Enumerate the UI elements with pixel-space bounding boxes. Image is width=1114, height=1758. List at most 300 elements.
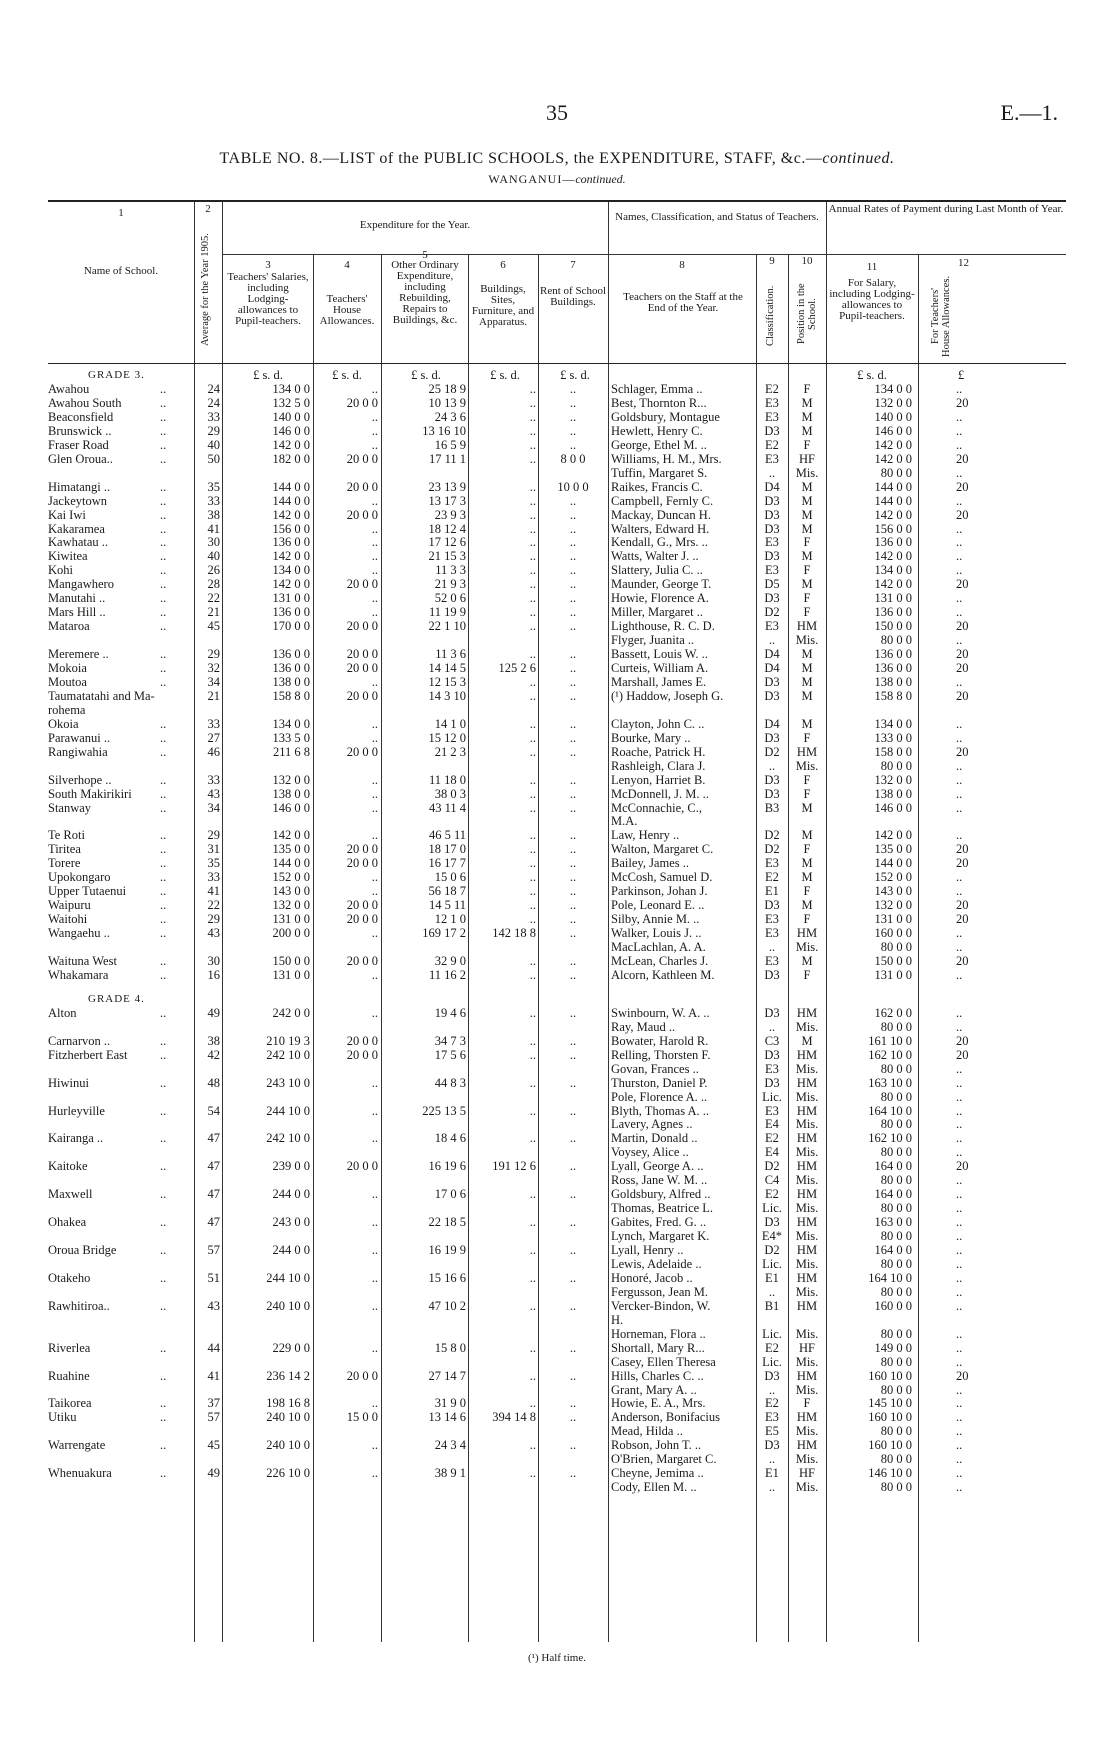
average-attendance: 32 xyxy=(207,661,220,675)
average-attendance: 33 xyxy=(207,772,220,787)
table-row xyxy=(48,633,1066,647)
teacher-name: Roache, Patrick H. xyxy=(611,744,706,759)
salaries: 152 0 0 xyxy=(272,870,310,885)
salaries: 133 5 0 xyxy=(272,730,310,745)
classification: D2 xyxy=(764,1159,780,1174)
school-name: Rawhitiroa.. xyxy=(48,1298,110,1313)
other-expenditure: 15 8 0 xyxy=(434,1340,466,1355)
house-allowances: 15 0 0 xyxy=(346,1410,378,1425)
rent: .. xyxy=(569,521,577,536)
table-row xyxy=(48,1034,1066,1048)
school-name: Warrengate xyxy=(48,1438,106,1453)
leader-dots: .. xyxy=(160,786,167,801)
position: Mis. xyxy=(795,1089,819,1104)
average-attendance: 57 xyxy=(207,1410,220,1425)
col2-number: 2 xyxy=(205,203,211,215)
units-col5: £ s. d. xyxy=(411,368,441,382)
house-allowances: 20 0 0 xyxy=(346,688,378,703)
table-row xyxy=(48,535,1066,549)
teacher-name: Bourke, Mary .. xyxy=(611,730,691,745)
salary-rate: 80 0 0 xyxy=(880,758,912,773)
house-allowance-rate: .. xyxy=(956,437,963,452)
position: Mis. xyxy=(795,1354,819,1369)
house-allowance-rate: .. xyxy=(956,1187,963,1202)
other-expenditure: 23 13 9 xyxy=(428,479,466,494)
leader-dots: .. xyxy=(160,507,167,522)
salary-rate: 142 0 0 xyxy=(874,437,912,452)
other-expenditure: 16 19 6 xyxy=(428,1159,466,1174)
house-allowances: 20 0 0 xyxy=(346,842,378,857)
classification: D3 xyxy=(764,1368,780,1383)
salary-rate: 136 0 0 xyxy=(874,647,912,661)
buildings: .. xyxy=(529,1075,536,1090)
house-allowance-rate: .. xyxy=(956,674,963,689)
salary-rate: 80 0 0 xyxy=(880,1061,912,1076)
house-allowance-rate: 20 xyxy=(956,577,969,592)
house-allowances: 20 0 0 xyxy=(346,507,378,522)
house-allowance-rate: .. xyxy=(956,1298,963,1313)
house-allowance-rate: 20 xyxy=(956,451,969,466)
salary-rate: 136 0 0 xyxy=(874,661,912,675)
house-allowance-rate: .. xyxy=(956,1061,963,1076)
rent: .. xyxy=(569,884,577,899)
buildings: .. xyxy=(529,1033,536,1048)
school-name: Stanway xyxy=(48,800,92,815)
house-allowance-rate: .. xyxy=(956,549,963,564)
other-expenditure: 10 13 9 xyxy=(428,395,466,410)
buildings: .. xyxy=(529,619,536,634)
salary-rate: 80 0 0 xyxy=(880,465,912,480)
school-name: Beaconsfield xyxy=(48,409,114,424)
teacher-name: Hewlett, Henry C. xyxy=(611,423,703,438)
salaries: 140 0 0 xyxy=(272,409,310,424)
teacher-name: Ross, Jane W. M. .. xyxy=(611,1173,708,1188)
school-name: Kohi xyxy=(48,563,73,578)
house-allowances: .. xyxy=(371,521,378,536)
salary-rate: 135 0 0 xyxy=(874,842,912,857)
rent: .. xyxy=(569,926,577,940)
rent: 8 0 0 xyxy=(560,451,586,466)
house-allowance-rate: 20 xyxy=(956,1368,969,1383)
classification: D4 xyxy=(764,661,780,675)
house-allowance-rate: .. xyxy=(956,967,963,982)
table-row xyxy=(48,856,1066,870)
salary-rate: 158 8 0 xyxy=(874,688,912,703)
buildings: .. xyxy=(529,563,536,578)
classification: E4* xyxy=(761,1229,783,1243)
salary-rate: 80 0 0 xyxy=(880,1452,912,1467)
school-name: Fitzherbert East xyxy=(48,1047,128,1062)
rent: .. xyxy=(569,1438,577,1453)
salaries: 146 0 0 xyxy=(272,423,310,438)
house-allowance-rate: .. xyxy=(956,1270,963,1285)
footnote: (¹) Half time. xyxy=(528,1652,586,1664)
leader-dots: .. xyxy=(160,772,167,787)
salary-rate: 146 0 0 xyxy=(874,800,912,815)
average-attendance: 48 xyxy=(207,1075,220,1090)
house-allowances: .. xyxy=(371,926,378,940)
position: M xyxy=(801,828,813,843)
teacher-name: Raikes, Francis C. xyxy=(611,479,703,494)
house-allowance-rate: .. xyxy=(956,409,963,424)
average-attendance: 29 xyxy=(207,912,220,927)
house-allowance-rate: 20 xyxy=(956,953,969,968)
leader-dots: .. xyxy=(160,1270,167,1285)
buildings: .. xyxy=(529,786,536,801)
position: Mis. xyxy=(795,940,819,954)
units-col12: £ xyxy=(958,368,965,382)
salary-rate: 80 0 0 xyxy=(880,1354,912,1369)
classification: B3 xyxy=(764,800,780,815)
classification: .. xyxy=(768,1019,776,1034)
salary-rate: 132 0 0 xyxy=(874,395,912,410)
average-attendance: 45 xyxy=(207,1438,220,1453)
salary-rate: 145 10 0 xyxy=(868,1396,912,1411)
position: HM xyxy=(796,1103,818,1118)
house-allowances: .. xyxy=(371,1438,378,1453)
other-expenditure: 13 14 6 xyxy=(428,1410,466,1425)
house-allowance-rate: .. xyxy=(956,1410,963,1425)
leader-dots: .. xyxy=(160,1103,167,1118)
rent: .. xyxy=(569,1410,577,1425)
rent: .. xyxy=(569,967,577,982)
house-allowances: .. xyxy=(371,591,378,606)
col6-heading: Buildings, Sites, Furniture, and Apparatus. xyxy=(471,283,535,328)
position: M xyxy=(801,647,813,661)
classification: E3 xyxy=(765,535,779,550)
average-attendance: 41 xyxy=(207,1368,220,1383)
house-allowance-rate: .. xyxy=(956,521,963,536)
house-allowance-rate: .. xyxy=(956,1019,963,1034)
teacher-name: Miller, Margaret .. xyxy=(611,605,703,620)
teacher-name: Silby, Annie M. .. xyxy=(611,912,700,927)
average-attendance: 38 xyxy=(207,507,220,522)
salaries: 240 10 0 xyxy=(266,1298,310,1313)
house-allowance-rate: .. xyxy=(956,382,963,396)
salary-rate: 142 0 0 xyxy=(874,577,912,592)
table-row xyxy=(48,382,1066,396)
rent: .. xyxy=(569,842,577,857)
average-attendance: 49 xyxy=(207,1466,220,1481)
other-expenditure: 225 13 5 xyxy=(422,1103,466,1118)
other-expenditure: 46 5 11 xyxy=(428,828,466,843)
teacher-name: Mead, Hilda .. xyxy=(611,1424,683,1439)
house-allowances: 20 0 0 xyxy=(346,577,378,592)
average-attendance: 29 xyxy=(207,647,220,661)
average-attendance: 31 xyxy=(207,842,220,857)
classification: D3 xyxy=(764,674,780,689)
teacher-name: Law, Henry .. xyxy=(611,828,680,843)
average-attendance: 40 xyxy=(207,437,220,452)
teacher-name: Alcorn, Kathleen M. xyxy=(611,967,715,982)
classification: .. xyxy=(768,1284,776,1299)
other-expenditure: 169 17 2 xyxy=(422,926,466,940)
buildings: .. xyxy=(529,856,536,871)
rent: .. xyxy=(569,409,577,424)
salary-rate: 152 0 0 xyxy=(874,870,912,885)
classification: E2 xyxy=(765,382,779,396)
position: HF xyxy=(799,451,815,466)
salary-rate: 140 0 0 xyxy=(874,409,912,424)
school-name: Mokoia xyxy=(48,661,87,675)
house-allowance-rate: .. xyxy=(956,1326,963,1341)
teacher-name: Walters, Edward H. xyxy=(611,521,710,536)
buildings: .. xyxy=(529,730,536,745)
salary-rate: 133 0 0 xyxy=(874,730,912,745)
salary-rate: 132 0 0 xyxy=(874,898,912,913)
average-attendance: 24 xyxy=(207,382,220,396)
table-row xyxy=(48,801,1066,815)
position: F xyxy=(803,884,811,899)
table-row xyxy=(48,1048,1066,1062)
buildings: 191 12 6 xyxy=(492,1159,536,1174)
other-expenditure: 14 1 0 xyxy=(434,716,466,731)
house-allowance-rate: 20 xyxy=(956,507,969,522)
leader-dots: .. xyxy=(160,856,167,871)
position: HM xyxy=(796,1005,818,1020)
table-row xyxy=(48,828,1066,842)
house-allowances: .. xyxy=(371,1131,378,1146)
school-name: Hiwinui xyxy=(48,1075,89,1090)
table-row xyxy=(48,1104,1066,1118)
classification: E3 xyxy=(765,912,779,927)
rent: .. xyxy=(569,772,577,787)
house-allowance-rate: .. xyxy=(956,1438,963,1453)
position: F xyxy=(803,535,811,550)
rent: .. xyxy=(569,1159,577,1174)
other-expenditure: 38 0 3 xyxy=(434,786,466,801)
position: M xyxy=(801,1033,813,1048)
average-attendance: 41 xyxy=(207,884,220,899)
col7-heading: Rent of School Buildings. xyxy=(540,285,606,308)
other-expenditure: 14 14 5 xyxy=(428,661,466,675)
table-header xyxy=(48,202,1066,364)
salary-rate: 138 0 0 xyxy=(874,674,912,689)
salary-rate: 80 0 0 xyxy=(880,1382,912,1397)
buildings: .. xyxy=(529,1396,536,1411)
leader-dots: .. xyxy=(160,605,167,620)
leader-dots: .. xyxy=(160,619,167,634)
col7-number: 7 xyxy=(570,259,576,271)
salaries: 243 0 0 xyxy=(272,1215,310,1230)
school-name: Silverhope .. xyxy=(48,772,112,787)
salary-rate: 163 0 0 xyxy=(874,1215,912,1230)
col9-heading: Classification. xyxy=(765,285,776,347)
teacher-name: Rashleigh, Clara J. xyxy=(611,758,706,773)
salaries: 144 0 0 xyxy=(272,856,310,871)
leader-dots: .. xyxy=(160,898,167,913)
house-allowances: .. xyxy=(371,870,378,885)
position: F xyxy=(803,591,811,606)
position: Mis. xyxy=(795,1201,819,1216)
house-allowances: 20 0 0 xyxy=(346,912,378,927)
buildings: .. xyxy=(529,1103,536,1118)
units-row xyxy=(48,368,1066,382)
house-allowance-rate: .. xyxy=(956,1201,963,1216)
rent: .. xyxy=(569,437,577,452)
leader-dots: .. xyxy=(160,1368,167,1383)
house-allowance-rate: .. xyxy=(956,1396,963,1411)
average-attendance: 54 xyxy=(207,1103,220,1118)
house-allowances: .. xyxy=(371,1298,378,1313)
position: HM xyxy=(796,926,818,940)
salary-rate: 134 0 0 xyxy=(874,382,912,396)
classification: D3 xyxy=(764,1075,780,1090)
salary-rate: 131 0 0 xyxy=(874,591,912,606)
salary-rate: 80 0 0 xyxy=(880,940,912,954)
buildings: .. xyxy=(529,870,536,885)
teacher-name: Thomas, Beatrice L. xyxy=(611,1201,714,1216)
school-name: Otakeho xyxy=(48,1270,91,1285)
buildings: .. xyxy=(529,1243,536,1257)
classification: E3 xyxy=(765,1061,779,1076)
table-row xyxy=(48,675,1066,689)
buildings: .. xyxy=(529,507,536,522)
buildings: .. xyxy=(529,800,536,815)
salary-rate: 80 0 0 xyxy=(880,1284,912,1299)
rent: .. xyxy=(569,1103,577,1118)
house-allowance-rate: .. xyxy=(956,828,963,843)
average-attendance: 45 xyxy=(207,619,220,634)
buildings: .. xyxy=(529,953,536,968)
average-attendance: 47 xyxy=(207,1159,220,1174)
col3-number: 3 xyxy=(265,259,271,271)
salary-rate: 146 10 0 xyxy=(868,1466,912,1481)
salaries: 242 10 0 xyxy=(266,1047,310,1062)
col11-number: 11 xyxy=(866,261,878,273)
position: M xyxy=(801,716,813,731)
house-allowance-rate: .. xyxy=(956,605,963,620)
school-name: Okoia xyxy=(48,716,79,731)
leader-dots: .. xyxy=(160,1410,167,1425)
classification: .. xyxy=(768,633,776,648)
position: Mis. xyxy=(795,758,819,773)
table-row xyxy=(48,1271,1066,1285)
house-allowances: .. xyxy=(371,1396,378,1411)
leader-dots: .. xyxy=(160,395,167,410)
rent: .. xyxy=(569,395,577,410)
house-allowance-rate: .. xyxy=(956,1089,963,1104)
classification: .. xyxy=(768,1382,776,1397)
classification: E5 xyxy=(765,1424,779,1439)
table-row xyxy=(48,605,1066,619)
house-allowances: 20 0 0 xyxy=(346,451,378,466)
buildings: .. xyxy=(529,1047,536,1062)
leader-dots: .. xyxy=(160,1243,167,1257)
position: HM xyxy=(796,1368,818,1383)
teacher-name: Honoré, Jacob .. xyxy=(611,1270,693,1285)
house-allowance-rate: 20 xyxy=(956,856,969,871)
rent: .. xyxy=(569,493,577,508)
col8-number: 8 xyxy=(679,259,685,271)
position: HM xyxy=(796,1159,818,1174)
table-row xyxy=(48,1131,1066,1145)
classification: E1 xyxy=(765,884,779,899)
house-allowance-rate: 20 xyxy=(956,898,969,913)
teacher-name: Goldsbury, Montague xyxy=(611,409,720,424)
teacher-name: Howie, Florence A. xyxy=(611,591,709,606)
table-row xyxy=(48,1480,1066,1494)
teacher-name: Bailey, James .. xyxy=(611,856,689,871)
position: HM xyxy=(796,1215,818,1230)
teacher-name: Campbell, Fernly C. xyxy=(611,493,714,508)
leader-dots: .. xyxy=(160,479,167,494)
units-col6: £ s. d. xyxy=(490,368,520,382)
salary-rate: 144 0 0 xyxy=(874,479,912,494)
table-row xyxy=(48,759,1066,773)
position: HM xyxy=(796,1187,818,1202)
classification: C4 xyxy=(764,1173,780,1188)
salary-rate: 158 0 0 xyxy=(874,744,912,759)
house-allowances: .. xyxy=(371,786,378,801)
salaries: 132 5 0 xyxy=(272,395,310,410)
house-allowance-rate: .. xyxy=(956,535,963,550)
grade-4-row xyxy=(48,992,1066,1006)
house-allowances: 20 0 0 xyxy=(346,953,378,968)
table-row xyxy=(48,1117,1066,1131)
other-expenditure: 32 9 0 xyxy=(434,953,466,968)
classification: E3 xyxy=(765,563,779,578)
table-row xyxy=(48,1355,1066,1369)
house-allowance-rate: .. xyxy=(956,1480,963,1495)
school-name: Kiwitea xyxy=(48,549,88,564)
classification: D2 xyxy=(764,1243,780,1257)
average-attendance: 47 xyxy=(207,1215,220,1230)
col11-heading: For Salary, including Lodging-allowances to Pupil-teachers. xyxy=(829,277,915,322)
house-allowances: 20 0 0 xyxy=(346,661,378,675)
salary-rate: 164 10 0 xyxy=(868,1103,912,1118)
salaries: 236 14 2 xyxy=(266,1368,310,1383)
other-expenditure: 43 11 4 xyxy=(428,800,466,815)
salary-rate: 80 0 0 xyxy=(880,1089,912,1104)
salaries: 244 10 0 xyxy=(266,1270,310,1285)
salary-rate: 143 0 0 xyxy=(874,884,912,899)
house-allowances: .. xyxy=(371,1187,378,1202)
house-allowance-rate: .. xyxy=(956,1340,963,1355)
teacher-name: Lynch, Margaret K. xyxy=(611,1229,710,1243)
school-name: rohema xyxy=(48,702,86,717)
school-name: Fraser Road xyxy=(48,437,109,452)
average-attendance: 22 xyxy=(207,591,220,606)
rent: .. xyxy=(569,563,577,578)
table-row xyxy=(48,1299,1066,1313)
house-allowances: 20 0 0 xyxy=(346,1368,378,1383)
salaries: 156 0 0 xyxy=(272,521,310,536)
salary-rate: 144 0 0 xyxy=(874,493,912,508)
position: Mis. xyxy=(795,1019,819,1034)
salary-rate: 161 10 0 xyxy=(868,1033,912,1048)
position: F xyxy=(803,842,811,857)
buildings: .. xyxy=(529,382,536,396)
position: HM xyxy=(796,1243,818,1257)
table-row xyxy=(48,1466,1066,1480)
average-attendance: 34 xyxy=(207,800,220,815)
salary-rate: 136 0 0 xyxy=(874,535,912,550)
position: M xyxy=(801,493,813,508)
school-name: Wangaehu .. xyxy=(48,926,110,940)
salaries: 226 10 0 xyxy=(266,1466,310,1481)
salaries: 142 0 0 xyxy=(272,507,310,522)
school-name: Mars Hill .. xyxy=(48,605,106,620)
salaries: 136 0 0 xyxy=(272,535,310,550)
classification: D4 xyxy=(764,716,780,731)
classification: E3 xyxy=(765,1103,779,1118)
house-allowances: .. xyxy=(371,884,378,899)
school-name: Meremere .. xyxy=(48,647,109,661)
buildings: .. xyxy=(529,842,536,857)
average-attendance: 40 xyxy=(207,549,220,564)
school-name: Moutoa xyxy=(48,674,87,689)
